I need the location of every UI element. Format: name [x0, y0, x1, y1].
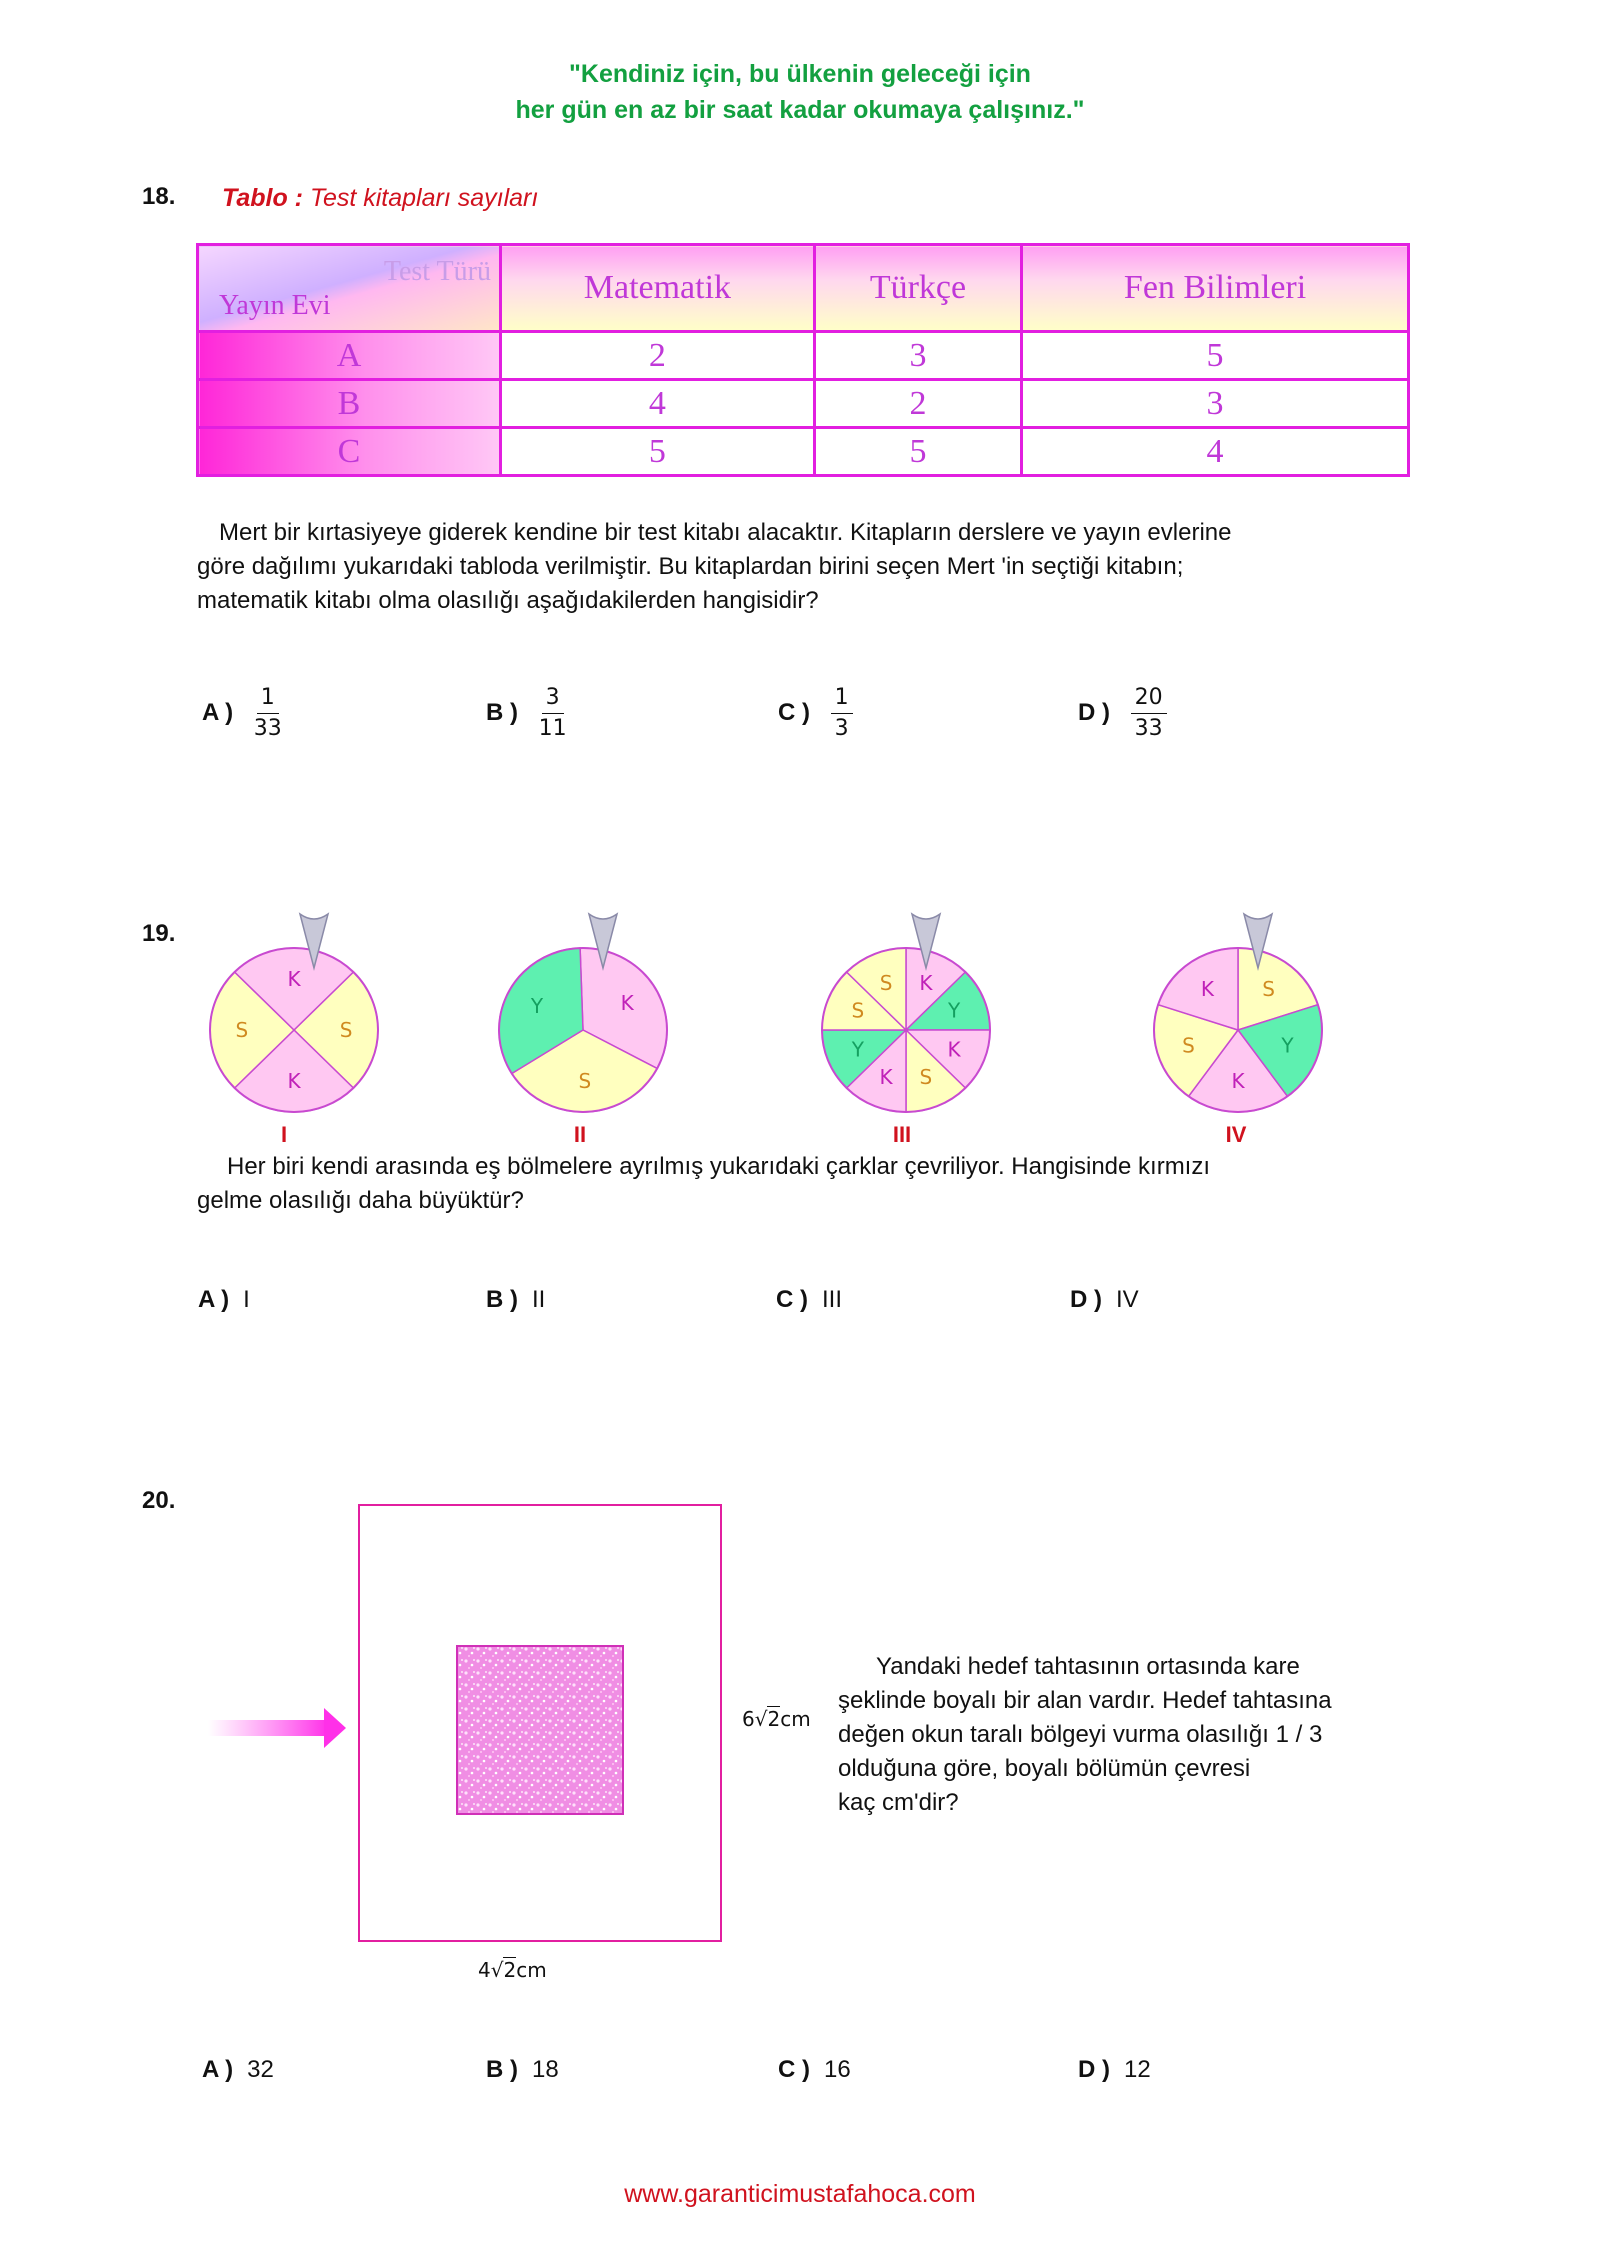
- width-radicand: 2: [503, 1958, 517, 1982]
- sector-letter: K: [287, 1068, 301, 1093]
- sector-letter: S: [235, 1018, 249, 1042]
- table-cell: 4: [1022, 428, 1409, 476]
- column-header-turkish: Türkçe: [814, 245, 1021, 332]
- height-label: [742, 1707, 811, 1731]
- denominator: 11: [538, 716, 567, 741]
- table-title: [222, 184, 538, 213]
- wheel-caption-4: IV: [1225, 1122, 1247, 1147]
- target-board-figure: [200, 1490, 860, 2010]
- table-row: [198, 380, 1409, 428]
- table-cell: 5: [501, 428, 815, 476]
- q20-line-1: Yandaki hedef tahtasının ortasında kare: [876, 1653, 1300, 1680]
- spinner-wheel-3: [822, 914, 990, 1112]
- spinner-wheel-4: [1154, 914, 1322, 1112]
- q19-option-b[interactable]: [486, 1286, 545, 1314]
- table-cell: 5: [1022, 332, 1409, 380]
- sector-letter: K: [620, 991, 634, 1016]
- table-row: [198, 332, 1409, 380]
- question-18-text: [197, 516, 1417, 618]
- q18-option-d[interactable]: [1078, 683, 1167, 744]
- sector-letter: K: [879, 1065, 893, 1089]
- spinner-wheels: [180, 910, 1440, 1150]
- q19-option-a[interactable]: [198, 1286, 250, 1314]
- book-count-table: [196, 243, 1410, 477]
- table-corner-cell: [198, 245, 501, 332]
- height-unit: cm: [780, 1707, 811, 1731]
- option-label: A ): [198, 1286, 230, 1313]
- sector-letter: S: [879, 971, 893, 995]
- q18-line-1: Mert bir kırtasiyeye giderek kendine bir test kitabı alacaktır. Kitapların derslere ve yayın evlerine: [219, 519, 1232, 546]
- width-unit: cm: [516, 1958, 547, 1982]
- q18-option-b[interactable]: [486, 683, 567, 744]
- q19-line-2: gelme olasılığı daha büyüktür?: [197, 1187, 524, 1214]
- corner-test-type: Test Türü: [383, 256, 491, 287]
- option-label: D ): [1078, 2056, 1110, 2083]
- sector-letter: Y: [1281, 1033, 1294, 1058]
- row-header-b: B: [198, 380, 501, 428]
- option-label: B ): [486, 1286, 518, 1313]
- row-header-a: A: [198, 332, 501, 380]
- row-header-c: C: [198, 428, 501, 476]
- wheel-caption-3: III: [892, 1122, 912, 1147]
- table-row: [198, 428, 1409, 476]
- sector-letter: S: [919, 1065, 933, 1089]
- q20-line-4: olduğuna göre, boyalı bölümün çevresi: [838, 1755, 1251, 1782]
- shaded-square: [457, 1646, 623, 1814]
- numerator: 1: [831, 683, 853, 714]
- fraction: [254, 683, 282, 744]
- denominator: 33: [253, 716, 282, 741]
- fraction: [539, 683, 567, 744]
- sector-letter: S: [578, 1068, 592, 1093]
- fraction: [1131, 683, 1167, 744]
- sector-letter: K: [1200, 976, 1214, 1001]
- sector-letter: Y: [530, 994, 544, 1019]
- q19-option-c[interactable]: [776, 1286, 842, 1314]
- sector-letter: K: [919, 971, 933, 995]
- option-value: 32: [247, 2056, 274, 2083]
- option-value: III: [822, 1286, 843, 1313]
- q20-option-c[interactable]: [778, 2056, 851, 2084]
- sector-letter: S: [1182, 1033, 1195, 1058]
- option-value: 12: [1124, 2056, 1151, 2083]
- width-label: [478, 1958, 547, 1982]
- option-value: 18: [532, 2056, 559, 2083]
- q19-line-1: Her biri kendi arasında eş bölmelere ayrılmış yukarıdaki çarklar çevriliyor. Hangisinde kırmızı: [227, 1153, 1211, 1180]
- sector-letter: K: [287, 967, 301, 992]
- q20-option-a[interactable]: [202, 2056, 274, 2084]
- numerator: 1: [257, 683, 279, 714]
- option-value: II: [532, 1286, 546, 1313]
- wheel-caption-1: I: [280, 1122, 288, 1147]
- numerator: 3: [542, 683, 564, 714]
- spinner-wheel-1: [210, 914, 378, 1112]
- q20-option-d[interactable]: [1078, 2056, 1151, 2084]
- table-cell: 4: [501, 380, 815, 428]
- height-coef: 6: [742, 1707, 755, 1731]
- motto-line-1: "Kendiniz için, bu ülkenin geleceği için: [569, 60, 1031, 88]
- footer-url[interactable]: www.garanticimustafahoca.com: [624, 2180, 976, 2208]
- option-label: C ): [778, 2056, 810, 2083]
- option-value: 16: [824, 2056, 851, 2083]
- sector-letter: K: [1231, 1068, 1245, 1093]
- column-header-science: Fen Bilimleri: [1022, 245, 1409, 332]
- sector-letter: S: [1262, 976, 1275, 1001]
- sector-letter: Y: [947, 998, 961, 1023]
- sector-letter: S: [339, 1018, 353, 1042]
- spinner-wheel-2: [499, 914, 667, 1112]
- sector-letter: Y: [851, 1037, 865, 1062]
- option-label: D ): [1070, 1286, 1102, 1313]
- option-label: B ): [486, 2056, 518, 2083]
- numerator: 20: [1131, 683, 1167, 714]
- q20-line-2: şeklinde boyalı bir alan vardır. Hedef tahtasına: [838, 1687, 1332, 1714]
- q18-option-c[interactable]: [778, 683, 853, 744]
- table-cell: 2: [814, 380, 1021, 428]
- width-coef: 4: [478, 1958, 491, 1982]
- option-label: B ): [486, 698, 518, 726]
- height-radicand: 2: [767, 1707, 781, 1731]
- motto-header: [0, 56, 1600, 128]
- q18-line-3: matematik kitabı olma olasılığı aşağıdakilerden hangisidir?: [197, 587, 819, 614]
- option-value: IV: [1116, 1286, 1139, 1313]
- sqrt-symbol: √: [490, 1958, 504, 1982]
- sector-letter: K: [947, 1037, 961, 1062]
- fraction: [831, 683, 853, 744]
- option-label: A ): [202, 698, 234, 726]
- denominator: 33: [1134, 716, 1163, 741]
- table-cell: 3: [814, 332, 1021, 380]
- option-value: I: [243, 1286, 250, 1313]
- q20-line-5: kaç cm'dir?: [838, 1789, 959, 1816]
- motto-line-2: her gün en az bir saat kadar okumaya çalışınız.": [515, 96, 1085, 124]
- question-20-number: 20.: [142, 1487, 176, 1514]
- option-label: C ): [778, 698, 810, 726]
- denominator: 3: [834, 716, 849, 741]
- table-cell: 5: [814, 428, 1021, 476]
- table-title-text: Test kitapları sayıları: [309, 184, 539, 212]
- column-header-math: Matematik: [501, 245, 815, 332]
- option-label: D ): [1078, 698, 1110, 726]
- corner-publisher: Yayın Evi: [219, 290, 331, 321]
- option-label: A ): [202, 2056, 234, 2083]
- q20-line-3: değen okun taralı bölgeyi vurma olasılığı 1 / 3: [838, 1721, 1323, 1748]
- question-20-text: [838, 1650, 1438, 1820]
- question-18-number: 18.: [142, 183, 176, 210]
- sqrt-symbol: √: [754, 1707, 768, 1731]
- arrow-icon: [208, 1708, 346, 1748]
- question-19-number: 19.: [142, 920, 176, 947]
- table-title-prefix: Tablo :: [222, 184, 304, 212]
- table-cell: 2: [501, 332, 815, 380]
- option-label: C ): [776, 1286, 808, 1313]
- q20-option-b[interactable]: [486, 2056, 559, 2084]
- sector-letter: S: [851, 998, 865, 1023]
- table-cell: 3: [1022, 380, 1409, 428]
- wheel-caption-2: II: [573, 1122, 587, 1147]
- q18-option-a[interactable]: [202, 683, 282, 744]
- question-19-text: [197, 1150, 1417, 1218]
- q18-line-2: göre dağılımı yukarıdaki tabloda verilmiştir. Bu kitaplardan birini seçen Mert 'in seçtiği kitabın;: [197, 553, 1184, 580]
- q19-option-d[interactable]: [1070, 1286, 1139, 1314]
